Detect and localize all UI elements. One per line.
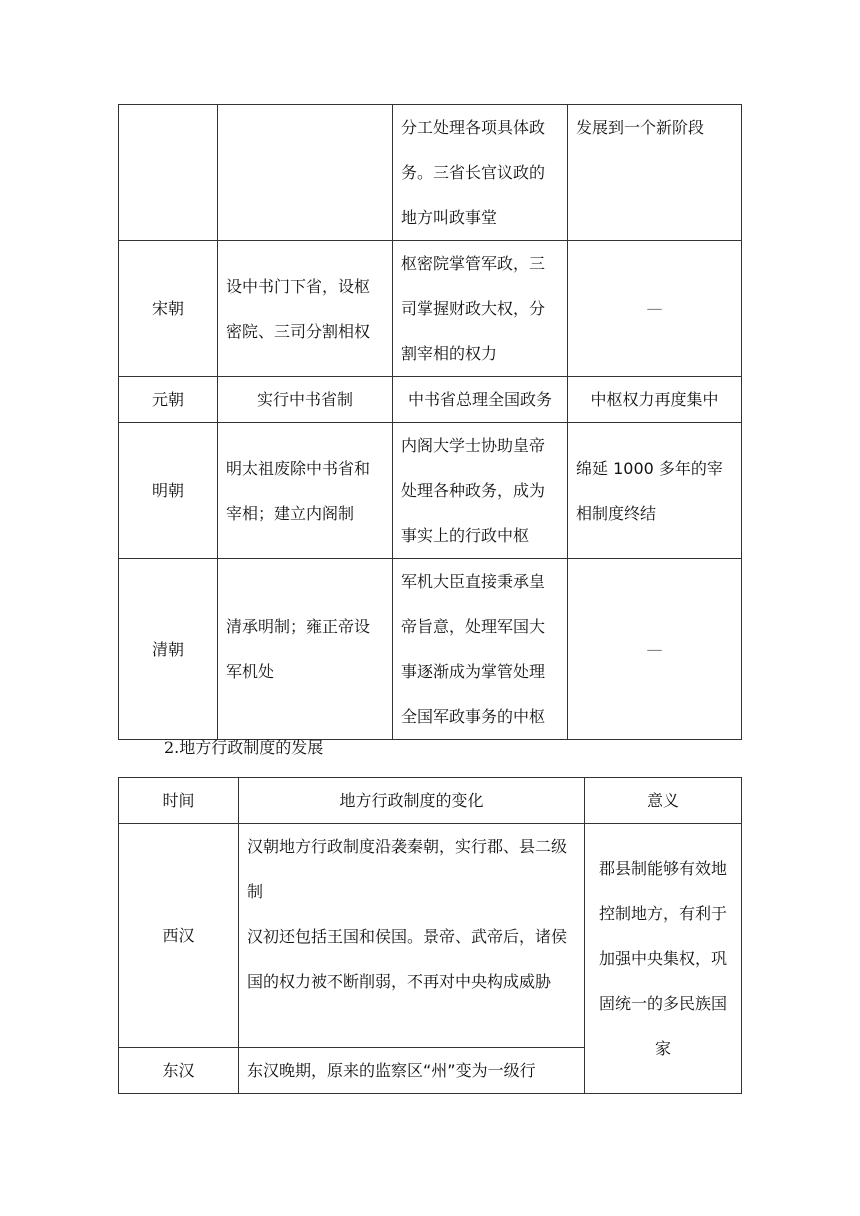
change-text: 汉朝地方行政制度沿袭秦朝，实行郡、县二级制 <box>247 837 568 901</box>
change-text: 汉初还包括王国和侯国。景帝、武帝后，诸侯国的权力被不断削弱，不再对中央构成威胁 <box>247 927 568 991</box>
table-row <box>119 377 742 423</box>
content-cell: 分工处理各项具体政务。三省长官议政的地方叫政事堂 <box>393 105 568 241</box>
table-row <box>119 105 742 241</box>
measure-cell: 设中书门下省，设枢密院、三司分割相权 <box>218 241 393 377</box>
change-text: 东汉晚期，原来的监察区“州”变为一级行 <box>247 1061 536 1080</box>
content-cell: 枢密院掌管军政，三司掌握财政大权，分割宰相的权力 <box>393 241 568 377</box>
dynasty-cell: 明朝 <box>119 423 218 559</box>
content-cell: 军机大臣直接秉承皇帝旨意，处理军国大事逐渐成为掌管处理全国军政事务的中枢 <box>393 559 568 740</box>
column-header: 意义 <box>585 778 742 824</box>
table-row <box>119 559 742 740</box>
dynasty-cell: 宋朝 <box>119 241 218 377</box>
content-cell: 内阁大学士协助皇帝处理各种政务，成为事实上的行政中枢 <box>393 423 568 559</box>
measure-cell: 清承明制；雍正帝设军机处 <box>218 559 393 740</box>
local-admin-table <box>118 777 742 1094</box>
significance-cell: 中枢权力再度集中 <box>568 377 742 423</box>
table-row <box>119 423 742 559</box>
dynasty-cell <box>119 105 218 241</box>
column-header: 地方行政制度的变化 <box>239 778 585 824</box>
changes-cell <box>239 824 585 1048</box>
content-cell: 中书省总理全国政务 <box>393 377 568 423</box>
central-system-table <box>118 104 742 740</box>
dynasty-cell: 元朝 <box>119 377 218 423</box>
time-cell: 西汉 <box>119 824 239 1048</box>
measure-cell: 明太祖废除中书省和宰相；建立内阁制 <box>218 423 393 559</box>
significance-cell: — <box>568 559 742 740</box>
measure-cell <box>218 105 393 241</box>
significance-cell: 发展到一个新阶段 <box>568 105 742 241</box>
table-row <box>119 241 742 377</box>
changes-cell <box>239 1048 585 1094</box>
dynasty-cell: 清朝 <box>119 559 218 740</box>
significance-cell: — <box>568 241 742 377</box>
column-header: 时间 <box>119 778 239 824</box>
table-row <box>119 824 742 1048</box>
table-header-row <box>119 778 742 824</box>
significance-cell: 郡县制能够有效地控制地方，有利于加强中央集权，巩固统一的多民族国家 <box>585 824 742 1094</box>
time-cell: 东汉 <box>119 1048 239 1094</box>
measure-cell: 实行中书省制 <box>218 377 393 423</box>
section-heading: 2.地方行政制度的发展 <box>164 738 324 757</box>
significance-cell: 绵延 1000 多年的宰相制度终结 <box>568 423 742 559</box>
